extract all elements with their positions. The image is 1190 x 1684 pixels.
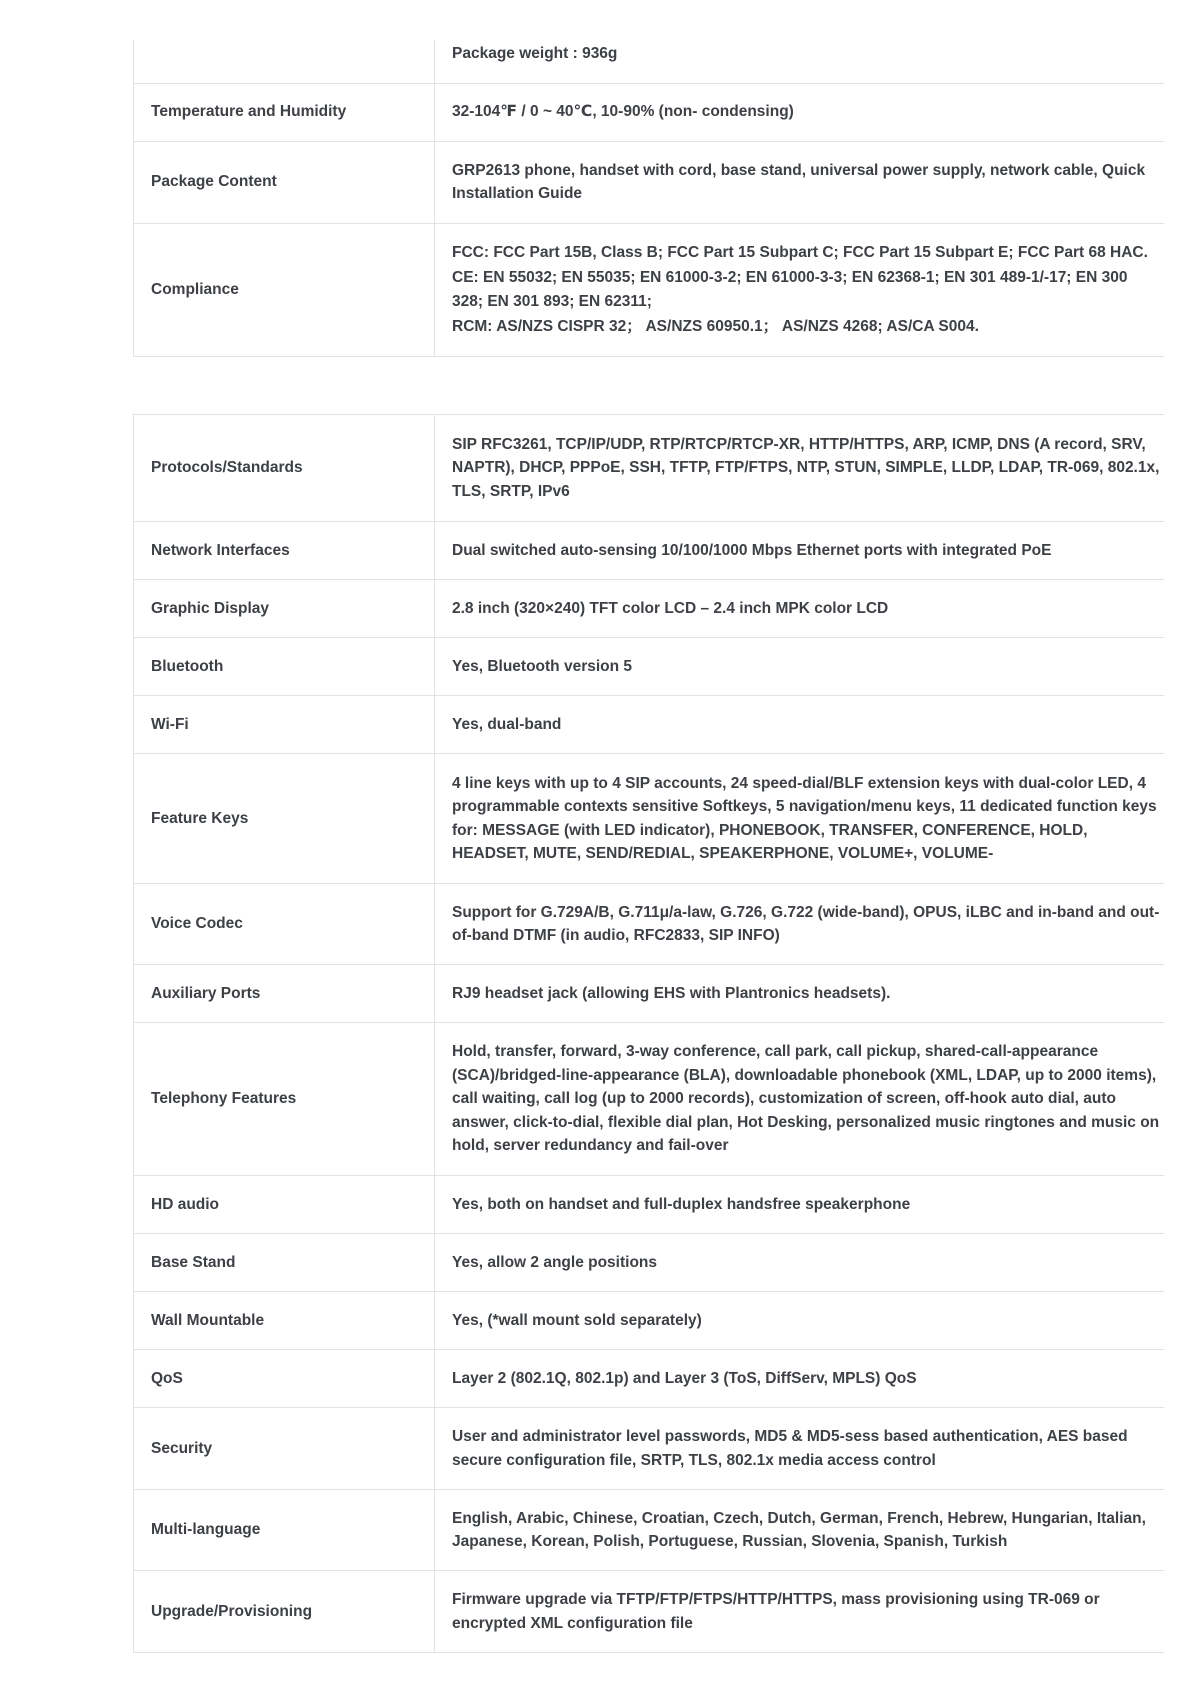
spec-value (435, 1350, 1164, 1408)
table-row (134, 223, 1164, 356)
spec-label: Temperature and Humidity (134, 83, 435, 141)
spec-label (134, 40, 435, 83)
spec-value (435, 1023, 1164, 1176)
spec-value (435, 580, 1164, 638)
spec-value (435, 83, 1164, 141)
spec-value (435, 1571, 1164, 1653)
spec-value (435, 1490, 1164, 1571)
spec-label: Security (134, 1408, 435, 1490)
spec-value (435, 638, 1164, 696)
spec-label: Multi-language (134, 1490, 435, 1571)
spec-value (435, 40, 1164, 83)
spec-value-line: Support for G.729A/B, G.711μ/a-law, G.726, G.722 (wide-band), OPUS, iLBC and in-band and out-of-band DTMF (in audio, RFC2833, SIP INFO) (452, 903, 1160, 944)
spec-value (435, 1234, 1164, 1292)
spec-value-line: SIP RFC3261, TCP/IP/UDP, RTP/RTCP/RTCP-XR, HTTP/HTTPS, ARP, ICMP, DNS (A record, SRV, NAPTR), DHCP, PPPoE, SSH, TFTP, FTP/FTPS, NTP, STUN, SIMPLE, LLDP, LDAP, TR-069, 802.1x, TLS, SRTP, IPv6 (452, 435, 1160, 500)
table-row (134, 1176, 1164, 1234)
spec-label: Wall Mountable (134, 1292, 435, 1350)
spec-value-line: Package weight : 936g (452, 45, 618, 62)
spec-value-line: RCM: AS/NZS CISPR 32； AS/NZS 60950.1； AS/NZS 4268; AS/CA S004. (452, 318, 979, 335)
spec-value-line: Hold, transfer, forward, 3-way conference, call park, call pickup, shared-call-appearance (SCA)/bridged-line-appearance (BLA), downloadable phonebook (XML, LDAP, up to 2000 items), call waiting, call log (up to 2000 records), customization of screen, off-hook auto dial, auto answer, click-to-dial, flexible dial plan, Hot Desking, personalized music ringtones and music on hold, server redundancy and fail-over (452, 1043, 1160, 1155)
spec-label: Voice Codec (134, 884, 435, 965)
spec-label: Telephony Features (134, 1023, 435, 1176)
spec-value-line: Dual switched auto-sensing 10/100/1000 Mbps Ethernet ports with integrated PoE (452, 541, 1052, 559)
spec-value (435, 141, 1164, 223)
table-row (134, 696, 1164, 754)
spec-value (435, 223, 1164, 356)
spec-value (435, 522, 1164, 580)
spec-label: Bluetooth (134, 638, 435, 696)
spec-label: Compliance (134, 223, 435, 356)
spec-value (435, 884, 1164, 965)
spec-value-line: 32-104℉ / 0 ~ 40℃, 10-90% (non- condensing) (452, 103, 794, 121)
table-row (134, 415, 1164, 522)
spec-label: Wi-Fi (134, 696, 435, 754)
spec-value-line: FCC: FCC Part 15B, Class B; FCC Part 15 Subpart C; FCC Part 15 Subpart E; FCC Part 68 HAC. (452, 243, 1148, 261)
table-row (134, 522, 1164, 580)
spec-value-line: Yes, dual-band (452, 715, 562, 733)
spec-value-line: GRP2613 phone, handset with cord, base stand, universal power supply, network cable, Quick Installation Guide (452, 161, 1146, 202)
spec-value-line: Yes, (*wall mount sold separately) (452, 1311, 702, 1329)
table-row (134, 1408, 1164, 1490)
table-row (134, 580, 1164, 638)
spec-table-technical (133, 414, 1164, 1653)
spec-value (435, 1176, 1164, 1234)
spec-value-line: 2.8 inch (320×240) TFT color LCD – 2.4 inch MPK color LCD (452, 599, 889, 617)
spec-value (435, 965, 1164, 1023)
table-row (134, 141, 1164, 223)
spec-value-line: English, Arabic, Chinese, Croatian, Czech, Dutch, German, French, Hebrew, Hungarian, Italian, Japanese, Korean, Polish, Portuguese, Russian, Slovenia, Spanish, Turkish (452, 1509, 1146, 1550)
table-row (134, 1292, 1164, 1350)
table-row (134, 1571, 1164, 1653)
spec-label: QoS (134, 1350, 435, 1408)
spec-label: Feature Keys (134, 754, 435, 884)
table-row (134, 754, 1164, 884)
spec-label: Upgrade/Provisioning (134, 1571, 435, 1653)
spec-value-line: Layer 2 (802.1Q, 802.1p) and Layer 3 (ToS, DiffServ, MPLS) QoS (452, 1369, 917, 1387)
spec-value (435, 1408, 1164, 1490)
spec-value (435, 696, 1164, 754)
spec-value-line: Yes, allow 2 angle positions (452, 1253, 658, 1271)
table-row (134, 1234, 1164, 1292)
spec-label: HD audio (134, 1176, 435, 1234)
table-row (134, 638, 1164, 696)
spec-value (435, 415, 1164, 522)
spec-label: Network Interfaces (134, 522, 435, 580)
spec-value-line: User and administrator level passwords, MD5 & MD5-sess based authentication, AES based secure configuration file, SRTP, TLS, 802.1x media access control (452, 1428, 1128, 1469)
table-row (134, 965, 1164, 1023)
spec-value (435, 754, 1164, 884)
spec-table-general (133, 40, 1164, 357)
spec-value-line: Yes, both on handset and full-duplex handsfree speakerphone (452, 1195, 911, 1213)
spec-label: Package Content (134, 141, 435, 223)
spec-value-line: Firmware upgrade via TFTP/FTP/FTPS/HTTP/HTTPS, mass provisioning using TR-069 or encrypted XML configuration file (452, 1591, 1100, 1632)
spec-value (435, 1292, 1164, 1350)
spec-value-line: CE: EN 55032; EN 55035; EN 61000-3-2; EN 61000-3-3; EN 62368-1; EN 301 489-1/-17; EN 300 328; EN 301 893; EN 62311; (452, 269, 1128, 310)
table-row (134, 884, 1164, 965)
table-row (134, 83, 1164, 141)
spec-label: Auxiliary Ports (134, 965, 435, 1023)
table-row (134, 1490, 1164, 1571)
table-row (134, 1023, 1164, 1176)
spec-label: Base Stand (134, 1234, 435, 1292)
spec-value-line: Yes, Bluetooth version 5 (452, 657, 633, 675)
spec-label: Protocols/Standards (134, 415, 435, 522)
spec-label: Graphic Display (134, 580, 435, 638)
table-row (134, 1350, 1164, 1408)
spec-value-line: 4 line keys with up to 4 SIP accounts, 24 speed-dial/BLF extension keys with dual-color LED, 4 programmable contexts sensitive Softkeys, 5 navigation/menu keys, 11 dedicated function keys for: MESSAGE (with LED indicator), PHONEBOOK, TRANSFER, CONFERENCE, HOLD, HEADSET, MUTE, SEND/REDIAL, SPEAKERPHONE, VOLUME+, VOLUME- (452, 774, 1157, 862)
spec-value-line: RJ9 headset jack (allowing EHS with Plantronics headsets). (452, 984, 891, 1002)
table-row (134, 40, 1164, 83)
